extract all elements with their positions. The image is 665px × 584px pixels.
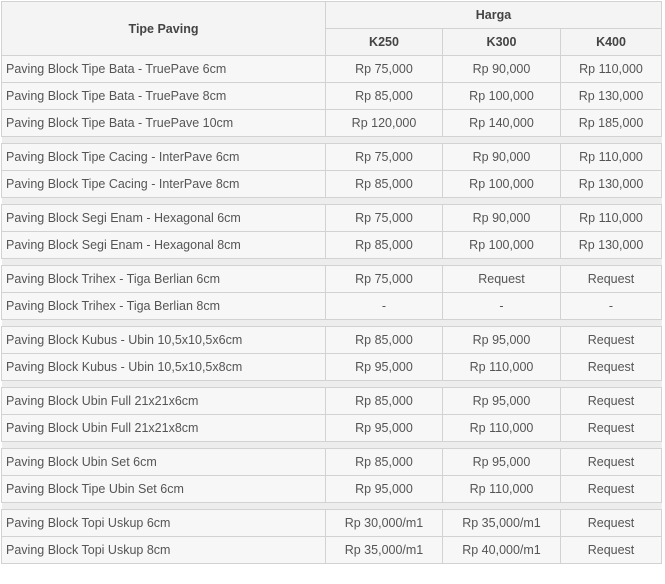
table-row (2, 266, 662, 293)
price-k300-cell: Rp 110,000 (443, 415, 561, 442)
product-name-cell: Paving Block Tipe Bata - TruePave 8cm (2, 83, 326, 110)
product-name-cell: Paving Block Segi Enam - Hexagonal 6cm (2, 205, 326, 232)
price-k300-cell: Rp 100,000 (443, 83, 561, 110)
product-name-cell: Paving Block Kubus - Ubin 10,5x10,5x8cm (2, 354, 326, 381)
price-k400-cell: Request (561, 327, 662, 354)
product-name-cell: Paving Block Trihex - Tiga Berlian 6cm (2, 266, 326, 293)
table-body (2, 56, 662, 564)
price-k250-cell: Rp 75,000 (326, 205, 443, 232)
group-separator-cell (2, 442, 662, 449)
product-name-cell: Paving Block Tipe Cacing - InterPave 8cm (2, 171, 326, 198)
table-row (2, 510, 662, 537)
product-name-cell: Paving Block Ubin Full 21x21x8cm (2, 415, 326, 442)
price-k250-cell: Rp 85,000 (326, 449, 443, 476)
product-name-cell: Paving Block Trihex - Tiga Berlian 8cm (2, 293, 326, 320)
price-k300-cell: Request (443, 266, 561, 293)
group-separator (2, 259, 662, 266)
price-k400-cell: Rp 130,000 (561, 83, 662, 110)
price-k300-cell: Rp 40,000/m1 (443, 537, 561, 564)
group-separator (2, 137, 662, 144)
product-name-cell: Paving Block Segi Enam - Hexagonal 8cm (2, 232, 326, 259)
group-separator (2, 381, 662, 388)
price-k250-cell: Rp 35,000/m1 (326, 537, 443, 564)
group-separator-cell (2, 259, 662, 266)
price-k400-cell: Rp 110,000 (561, 205, 662, 232)
group-separator-cell (2, 503, 662, 510)
price-k400-cell: Rp 110,000 (561, 144, 662, 171)
price-k300-cell: Rp 95,000 (443, 388, 561, 415)
price-k250-cell: Rp 95,000 (326, 354, 443, 381)
price-k300-cell: Rp 100,000 (443, 171, 561, 198)
group-separator (2, 503, 662, 510)
group-separator-cell (2, 198, 662, 205)
price-k300-cell: Rp 110,000 (443, 476, 561, 503)
price-k250-cell: Rp 30,000/m1 (326, 510, 443, 537)
price-k250-cell: Rp 120,000 (326, 110, 443, 137)
price-k250-cell: Rp 85,000 (326, 171, 443, 198)
price-k300-cell: Rp 90,000 (443, 205, 561, 232)
header-k400: K400 (561, 29, 662, 56)
table-row (2, 56, 662, 83)
table-row (2, 388, 662, 415)
product-name-cell: Paving Block Topi Uskup 8cm (2, 537, 326, 564)
price-k400-cell: Request (561, 266, 662, 293)
price-k250-cell: Rp 75,000 (326, 56, 443, 83)
price-k300-cell: Rp 95,000 (443, 449, 561, 476)
price-k250-cell: Rp 85,000 (326, 232, 443, 259)
price-k250-cell: Rp 85,000 (326, 388, 443, 415)
price-k300-cell: Rp 95,000 (443, 327, 561, 354)
table-row (2, 110, 662, 137)
price-k400-cell: Request (561, 449, 662, 476)
group-separator-cell (2, 137, 662, 144)
table-row (2, 144, 662, 171)
price-k250-cell: Rp 95,000 (326, 415, 443, 442)
product-name-cell: Paving Block Ubin Full 21x21x6cm (2, 388, 326, 415)
price-k250-cell: - (326, 293, 443, 320)
header-tipe-paving: Tipe Paving (2, 2, 326, 56)
product-name-cell: Paving Block Tipe Bata - TruePave 6cm (2, 56, 326, 83)
product-name-cell: Paving Block Tipe Bata - TruePave 10cm (2, 110, 326, 137)
price-k250-cell: Rp 75,000 (326, 144, 443, 171)
table-row (2, 171, 662, 198)
price-k300-cell: Rp 140,000 (443, 110, 561, 137)
price-k300-cell: - (443, 293, 561, 320)
group-separator-cell (2, 381, 662, 388)
price-k300-cell: Rp 90,000 (443, 144, 561, 171)
price-k250-cell: Rp 85,000 (326, 83, 443, 110)
header-harga: Harga (326, 2, 662, 29)
price-k300-cell: Rp 100,000 (443, 232, 561, 259)
product-name-cell: Paving Block Topi Uskup 6cm (2, 510, 326, 537)
table-row (2, 537, 662, 564)
price-table (1, 1, 662, 564)
price-k250-cell: Rp 85,000 (326, 327, 443, 354)
group-separator (2, 442, 662, 449)
header-k250: K250 (326, 29, 443, 56)
price-k400-cell: - (561, 293, 662, 320)
table-row (2, 83, 662, 110)
group-separator (2, 320, 662, 327)
table-header (2, 2, 662, 56)
price-k400-cell: Rp 110,000 (561, 56, 662, 83)
price-k400-cell: Request (561, 415, 662, 442)
price-k400-cell: Request (561, 388, 662, 415)
price-k400-cell: Request (561, 510, 662, 537)
price-k300-cell: Rp 90,000 (443, 56, 561, 83)
price-k400-cell: Rp 130,000 (561, 232, 662, 259)
price-k400-cell: Request (561, 354, 662, 381)
table-row (2, 476, 662, 503)
product-name-cell: Paving Block Tipe Ubin Set 6cm (2, 476, 326, 503)
price-k250-cell: Rp 95,000 (326, 476, 443, 503)
group-separator (2, 198, 662, 205)
product-name-cell: Paving Block Kubus - Ubin 10,5x10,5x6cm (2, 327, 326, 354)
price-k400-cell: Rp 130,000 (561, 171, 662, 198)
price-k400-cell: Request (561, 537, 662, 564)
price-k400-cell: Request (561, 476, 662, 503)
table-row (2, 232, 662, 259)
table-row (2, 205, 662, 232)
table-row (2, 354, 662, 381)
price-k250-cell: Rp 75,000 (326, 266, 443, 293)
table-row (2, 327, 662, 354)
price-k300-cell: Rp 35,000/m1 (443, 510, 561, 537)
product-name-cell: Paving Block Tipe Cacing - InterPave 6cm (2, 144, 326, 171)
table-row (2, 449, 662, 476)
price-k300-cell: Rp 110,000 (443, 354, 561, 381)
header-k300: K300 (443, 29, 561, 56)
table-row (2, 293, 662, 320)
product-name-cell: Paving Block Ubin Set 6cm (2, 449, 326, 476)
table-row (2, 415, 662, 442)
group-separator-cell (2, 320, 662, 327)
price-k400-cell: Rp 185,000 (561, 110, 662, 137)
